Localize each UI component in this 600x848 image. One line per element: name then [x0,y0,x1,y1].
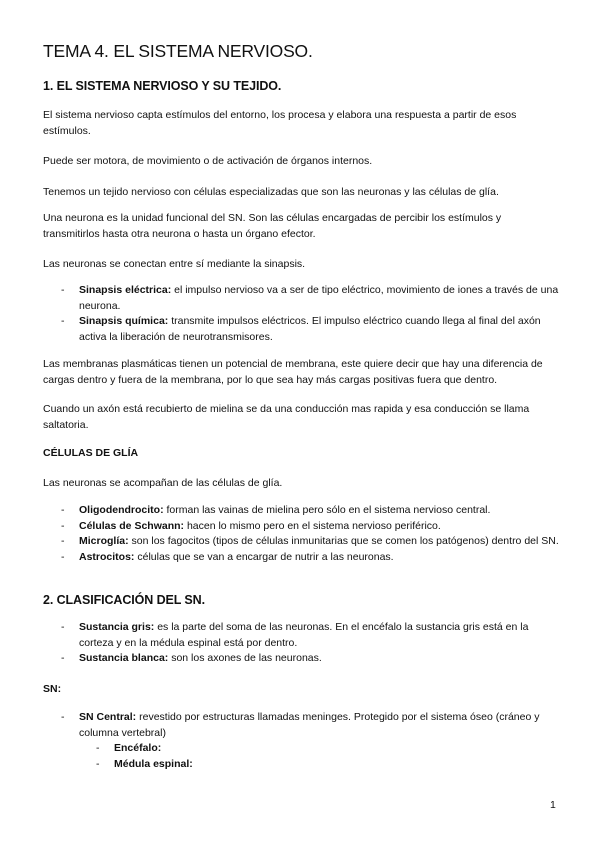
term-label: Oligodendrocito: [79,504,164,516]
list-item [43,519,559,535]
term-text: transmite impulsos eléctricos. El impulso eléctrico cuando llega al final del axón activa la liberación de neurotransmisores. [79,315,541,343]
term-label: Sustancia gris: [79,621,155,633]
term-text: hacen lo mismo pero en el sistema nervioso periférico. [184,519,441,532]
glia-list [43,503,559,565]
sub-list-item [43,741,559,757]
glia-heading: CÉLULAS DE GLÍA [43,447,139,459]
sn-heading: SN: [43,683,62,695]
list-item [43,620,559,651]
term-label: Células de Schwann: [79,519,185,532]
list-item [43,651,559,667]
term-text: células que se van a encargar de nutrir a las neuronas. [134,550,394,563]
term-label: Sinapsis eléctrica: [79,284,172,296]
list-item [43,314,559,345]
document-title: TEMA 4. EL SISTEMA NERVIOSO. [43,41,313,61]
term-label: Microglía: [79,535,129,547]
paragraph-glia-intro: Las neuronas se acompañan de las células de glía. [43,477,283,489]
term-text: revestido por estructuras llamadas meninges. Protegido por el sistema óseo (cráneo y columna vertebral) [79,711,540,739]
paragraph-membrane: Las membranas plasmáticas tienen un potencial de membrana, este quiere decir que hay una diferencia de cargas dentro y fuera de la membrana, por lo que sea hay más cargas positivas fuera que dentro. [43,358,543,386]
term-label: Sinapsis química: [79,315,169,327]
term-text: son los axones de las neuronas. [168,652,322,664]
term-label: Encéfalo: [114,742,162,754]
term-text: son los fagocitos (tipos de células inmunitarias que se comen los patógenos) dentro del SN. [128,535,559,547]
term-label: SN Central: [79,711,137,723]
paragraph-synapse-intro: Las neuronas se conectan entre sí mediante la sinapsis. [43,258,306,270]
term-label: Médula espinal: [114,757,193,770]
page-number: 1 [550,799,556,811]
substance-list [43,620,559,667]
list-item [43,503,559,519]
list-item [43,550,559,566]
term-text: es la parte del soma de las neuronas. En el encéfalo la sustancia gris está en la corteza y en la médula espinal está por dentro. [79,621,529,649]
paragraph-response: Puede ser motora, de movimiento o de activación de órganos internos. [43,155,373,167]
term-label: Astrocitos: [79,550,135,563]
list-item [43,534,559,550]
list-item [43,710,559,741]
paragraph-intro: El sistema nervioso capta estímulos del entorno, los procesa y elabora una respuesta a partir de esos estímulos. [43,109,517,137]
section-1-heading: 1. EL SISTEMA NERVIOSO Y SU TEJIDO. [43,79,282,93]
term-text: forman las vainas de mielina pero sólo en el sistema nervioso central. [163,504,491,516]
sub-list-item [43,757,559,773]
paragraph-myelin: Cuando un axón está recubierto de mielina se da una conducción mas rapida y esa conducción se llama saltatoria. [43,403,530,431]
sn-list [43,710,559,772]
list-item [43,283,559,314]
paragraph-neuron: Una neurona es la unidad funcional del SN. Son las células encargadas de percibir los estímulos y transmitirlos hasta otra neurona o hasta un órgano efector. [43,212,502,240]
synapse-list [43,283,559,345]
term-text: el impulso nervioso va a ser de tipo eléctrico, movimiento de iones a través de una neurona. [79,284,559,312]
term-label: Sustancia blanca: [79,652,169,664]
section-2-heading: 2. CLASIFICACIÓN DEL SN. [43,593,205,607]
paragraph-tissue: Tenemos un tejido nervioso con células especializadas que son las neuronas y las células de glía. [43,186,499,198]
